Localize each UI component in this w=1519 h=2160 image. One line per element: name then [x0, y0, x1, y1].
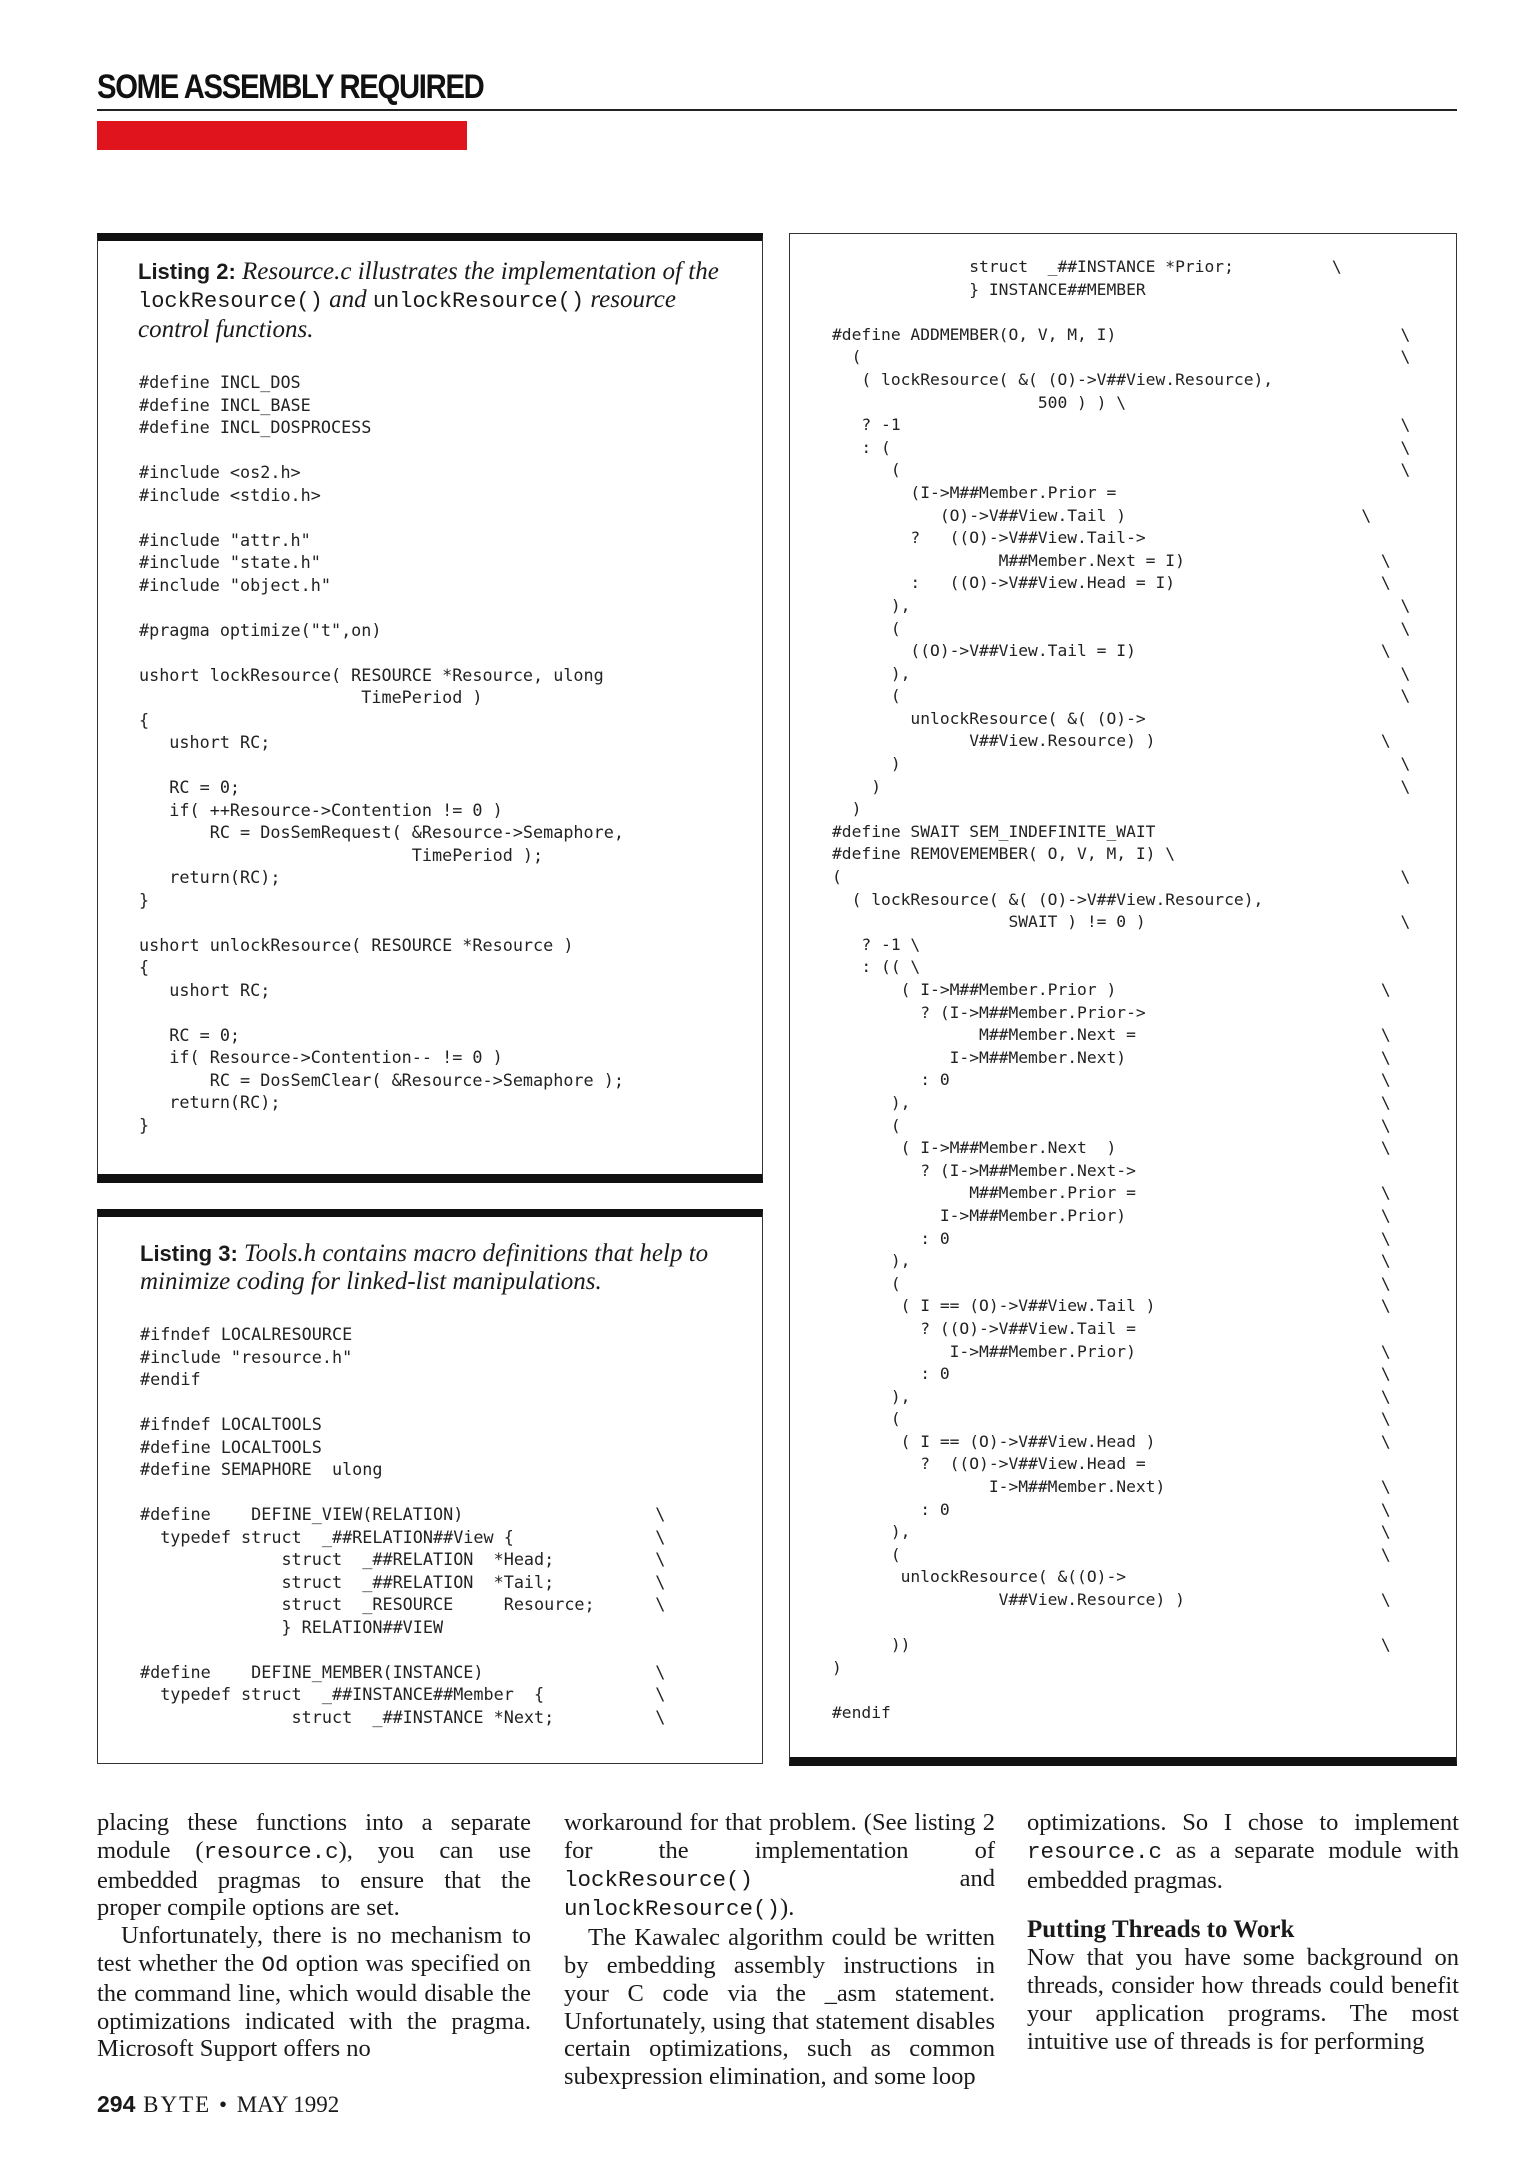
- issue-date: MAY 1992: [236, 2092, 340, 2117]
- listing-2-fn-lock: lockResource(): [138, 289, 323, 314]
- article-column-2: [564, 1809, 995, 2091]
- listing-3-caption-text: Tools.h contains macro definitions that help to minimize coding for linked-list manipulations.: [140, 1240, 709, 1295]
- col3-heading: Putting Threads to Work: [1027, 1916, 1295, 1944]
- article-column-3: [1027, 1809, 1459, 2056]
- col2-paragraph-2: The Kawalec algorithm could be written by embedding assembly instructions in your C code via the _asm statement. Unfortunately, using that statement disables certain optimizations, such as common subexpression elimination, and some loop: [564, 1924, 995, 2091]
- col1-paragraph-2: Unfortunately, there is no mechanism to test whether the Od option was specified on the command line, which would disable the optimizations indicated with the pragma. Microsoft Support offers no: [97, 1922, 531, 2063]
- listing-3-continued-code: struct _##INSTANCE *Prior; \ } INSTANCE##MEMBER #define ADDMEMBER(O, V, M, I) \ ( \ ( lockResource( &( (O)->V##View.Resource), 500 ) ) \ ? -1 \ : ( \ ( \ (I->M##Member.Prior = (O)->V##View.Tail ) \ ? ((O)->V##View.Tail-> M##Member.Next = I) \ : ((O)->V##View.Head = I) \ ), \ ( \ ((O)->V##View.Tail = I) \ ), \ ( \ unlockResource( &( (O)-> V##View.Resource) ) \ ) \ ) \ ) #define SWAIT SEM_INDEFINITE_WAIT #define REMOVEMEMBER( O, V, M, I) \ ( \ ( lockResource( &( (O)->V##View.Resource), SWAIT ) != 0 ) \ ? -1 \ : (( \ ( I->M##Member.Prior ) \ ? (I->M##Member.Prior-> M##Member.Next = \ I->M##Member.Next) \ : 0 \ ), \ ( \ ( I->M##Member.Next ) \ ? (I->M##Member.Next-> M##Member.Prior = \ I->M##Member.Prior) \ : 0 \ ), \ ( \ ( I == (O)->V##View.Tail ) \ ? ((O)->V##View.Tail = I->M##Member.Prior) \ : 0 \ ), \ ( \ ( I == (O)->V##View.Head ) \ ? ((O)->V##View.Head = I->M##Member.Next) \ : 0 \ ), \ ( \ unlockResource( &((O)-> V##View.Resource) ) \ )) \ ) #endif: [832, 257, 1411, 1722]
- page-footer: [97, 2091, 339, 2118]
- listing-2-caption-and: and: [329, 286, 367, 313]
- listing-3-code: #ifndef LOCALRESOURCE #include "resource.h" #endif #ifndef LOCALTOOLS #define LOCALTOOLS #define SEMAPHORE ulong #define DEFINE_VIEW(RELATION) \ typedef struct _##RELATION##View { \ struct _##RELATION *Head; \ struct _##RELATION *Tail; \ struct _RESOURCE Resource; \ } RELATION##VIEW #define DEFINE_MEMBER(INSTANCE) \ typedef struct _##INSTANCE##Member { \ struct _##INSTANCE *Next; \: [140, 1324, 666, 1727]
- listing-2-caption-text-a: Resource.c illustrates the implementation of the: [242, 258, 719, 285]
- col2-paragraph-1: workaround for that problem. (See listing 2 for the implementation of lockResource() and unlockResource()).: [564, 1809, 995, 1923]
- page-number: 294: [97, 2091, 136, 2117]
- header-red-bar: [97, 121, 467, 150]
- listing-3-caption: [140, 1240, 740, 1296]
- section-title: SOME ASSEMBLY REQUIRED: [97, 68, 484, 106]
- listing-3-label: Listing 3:: [140, 1241, 238, 1266]
- listing-2-caption-text-b: resource control functions.: [138, 286, 676, 343]
- listing-2-fn-unlock: unlockResource(): [372, 289, 585, 314]
- listing-2-caption: [138, 258, 738, 344]
- magazine-name: BYTE: [143, 2092, 212, 2117]
- col1-paragraph-1: placing these functions into a separate module (resource.c), you can use embedded pragmas to ensure that the proper compile options are set.: [97, 1809, 531, 1922]
- listing-2-label: Listing 2:: [138, 259, 236, 284]
- header-rule: [97, 109, 1457, 111]
- footer-separator: •: [218, 2092, 229, 2117]
- col3-paragraph-1: optimizations. So I chose to implement resource.c as a separate module with embedded pragmas.: [1027, 1809, 1459, 1894]
- article-column-1: [97, 1809, 531, 2063]
- listing-2-code: #define INCL_DOS #define INCL_BASE #define INCL_DOSPROCESS #include <os2.h> #include <stdio.h> #include "attr.h" #include "state.h" #include "object.h" #pragma optimize("t",on) ushort lockResource( RESOURCE *Resource, ulong TimePeriod ) { ushort RC; RC = 0; if( ++Resource->Contention != 0 ) RC = DosSemRequest( &Resource->Semaphore, TimePeriod ); return(RC); } ushort unlockResource( RESOURCE *Resource ) { ushort RC; RC = 0; if( Resource->Contention-- != 0 ) RC = DosSemClear( &Resource->Semaphore ); return(RC); }: [139, 372, 624, 1135]
- col3-paragraph-2: Now that you have some background on threads, consider how threads could benefit your application programs. The most intuitive use of threads is for performing: [1027, 1944, 1459, 2055]
